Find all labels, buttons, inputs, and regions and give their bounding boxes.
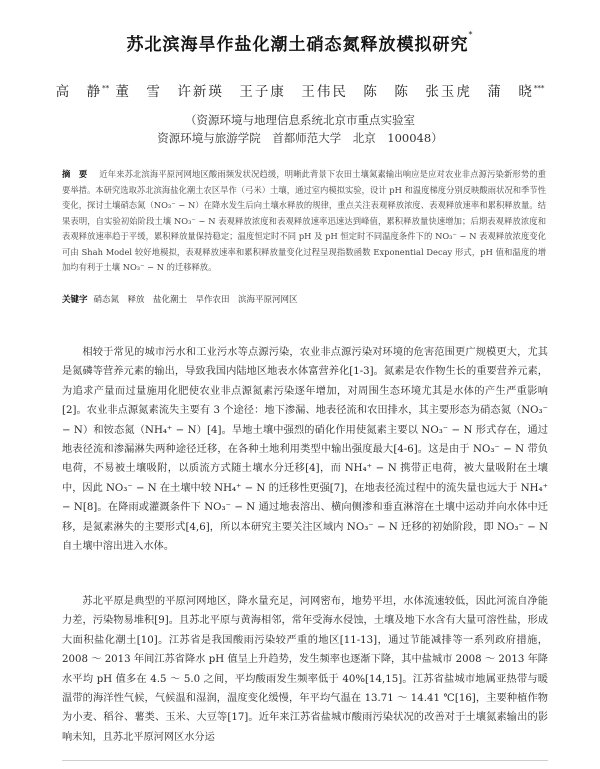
other-authors: 董 雪 许新瑛 王子康 王伟民 陈 陈 张玉虎 蒲 晓	[115, 84, 534, 100]
title-footnote-mark: *	[468, 30, 474, 39]
keywords	[62, 293, 546, 305]
body-paragraph-2: 苏北平原是典型的平原河网地区，降水量充足，河网密布，地势平坦，水体流速较低，因此河流自净能力差，污染物易堆积[9]。且苏北平原与黄海相邻，常年受海水侵蚀，土壤及地下水含有大量可溶性盐，形成大面积盐化潮土[10]。江苏省是我国酸雨污染较严重的地区[11-13]，通过节能减排等一系列政府措施，2008 ～ 2013 年间江苏省降水 pH 值呈上升趋势，发生频率也逐渐下降，其中盐城市 2008 ～ 2013 年降水平均 pH 值多在 4.5 ～ 5.0 之间，平均酸雨发生频率低于 40%[14,15]。江苏省盐城市地属亚热带与暖温带的海洋性气候，气候温和湿润，温度变化缓慢，年平均气温在 13.71 ～ 14.41 ℃[16]，主要种植作物为小麦、稻谷、薯类、玉米、大豆等[17]。近年来江苏省盐城市酸雨污染状况的改善对于土壤氮素输出的影响未知，且苏北平原河网区水分运	[62, 596, 548, 743]
paper-title	[0, 30, 600, 55]
affiliation-line-1: （资源环境与地理信息系统北京市重点实验室	[185, 113, 415, 127]
first-author-mark: **	[102, 84, 110, 93]
abstract	[62, 167, 546, 276]
abstract-label: 摘 要	[62, 169, 88, 179]
keywords-label: 关键字	[62, 295, 88, 305]
footnote-divider	[62, 760, 548, 761]
first-author: 高 静	[55, 84, 103, 100]
corresponding-author-mark: ***	[533, 84, 545, 93]
affiliation-line-2: 资源环境与旅游学院 首都师范大学 北京 100048）	[157, 131, 443, 145]
title-text: 苏北滨海旱作盐化潮土硝态氮释放模拟研究	[126, 35, 469, 55]
keywords-text: 硝态氮 释放 盐化潮土 旱作农田 滨海平原河网区	[93, 295, 298, 305]
abstract-text: 近年来苏北滨海平原河网地区酸雨频发状况趋缓，明晰此背景下农田土壤氮素输出响应是应对农业非点源污染新形势的重要举措。本研究选取苏北滨海盐化潮土农区旱作（弓米）土壤，通过室内模拟实验，设计 pH 和温度梯度分别反映酸雨状况和季节性变化，探讨土壤硝态氮（NO₃⁻ − N）在降水发生后向土壤水释放的规律，重点关注表观释放浓度、表观释放速率和累积释放量。结果表明，自实验初始阶段土壤 NO₃⁻ − N 表观释放浓度和表观释放速率迅速达到峰值，累积释放量快速增加；后期表观释放浓度和表观释放速率趋于平缓，累积释放量保持稳定；温度恒定时不同 pH 及 pH 恒定时不同温度条件下的 NO₃⁻ − N 表观释放浓度变化可由 Shah Model 较好地模拟，表观释放速率和累积释放量变化过程呈现指数函数 Exponential Decay 形式，pH 值和温度的增加均有利于土壤 NO₃⁻ − N 的迁移释放。	[62, 169, 546, 272]
body-paragraph-1: 相较于常见的城市污水和工业污水等点源污染，农业非点源污染对环境的危害范围更广规模更大，尤其是氮磷等营养元素的输出，导致我国内陆地区地表水体富营养化[1-3]。氮素是农作物生长的重要营养元素，为追求产量而过量施用化肥使农业非点源氮素污染逐年增加，对周围生态环境尤其是水体的产生严重影响[2]。农业非点源氮素流失主要有 3 个途径：地下渗漏、地表径流和农田排水，其主要形态为硝态氮（NO₃⁻ − N）和铵态氮（NH₄⁺ − N）[4]。旱地土壤中强烈的硝化作用使氮素主要以 NO₃⁻ − N 形式存在，通过地表径流和渗漏淋失两种途径迁移，在各种土地利用类型中输出强度最大[4-6]。这是由于 NO₃⁻ − N 带负电荷，不易被土壤吸附，以质流方式随土壤水分迁移[4]，而 NH₄⁺ − N 携带正电荷，被大量吸附在土壤中，因此 NO₃⁻ − N 在土壤中较 NH₄⁺ − N 的迁移性更强[7]，在地表径流过程中的流失量也远大于 NH₄⁺ − N[8]。在降雨或灌溉条件下 NO₃⁻ − N 通过地表溶出、横向侧渗和垂直淋溶在土壤中运动并向水体中迁移，是氮素淋失的主要形式[4,6]，所以本研究主要关注区域内 NO₃⁻ − N 迁移的初始阶段，即 NO₃⁻ − N 自土壤中溶出进入水体。	[62, 347, 548, 553]
author-list	[0, 80, 600, 100]
